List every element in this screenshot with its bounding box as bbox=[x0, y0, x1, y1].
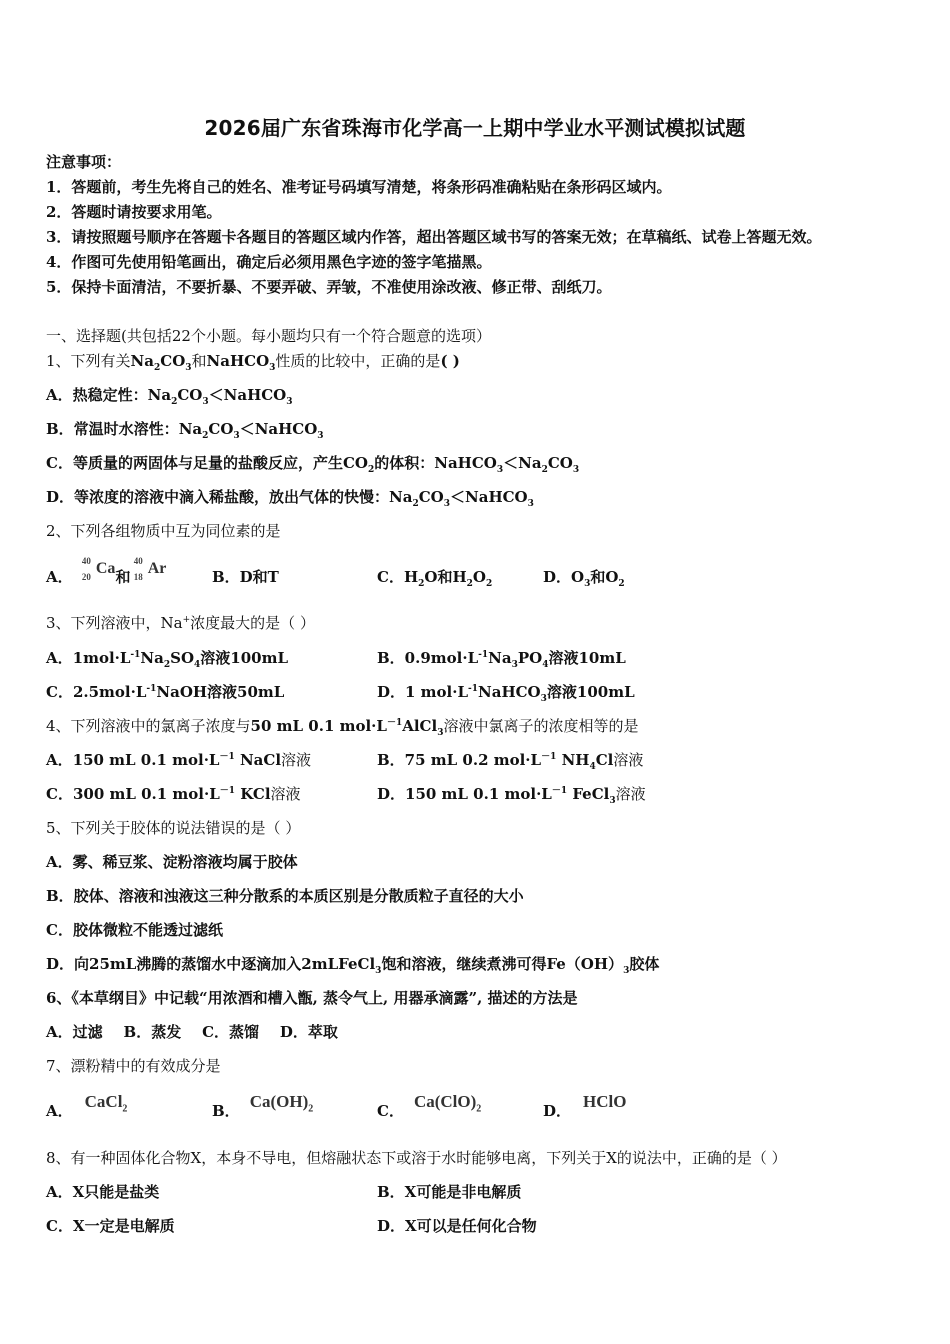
question-7-option-c[interactable]: C． $Ca(ClO)_2$ bbox=[377, 1092, 482, 1120]
formula-caoh2: $Ca(OH)_2$ bbox=[249, 1092, 314, 1115]
formula-caclo2: $Ca(ClO)_2$ bbox=[413, 1092, 482, 1115]
question-3-option-a[interactable]: A．$1mol\cdot L^{-1}Na_2SO_4$溶液100mL bbox=[46, 649, 289, 670]
question-7-stem: 7、漂粉精中的有效成分是 bbox=[46, 1057, 221, 1075]
question-5-option-c[interactable]: C．胶体微粒不能透过滤纸 bbox=[46, 921, 223, 939]
question-1-option-a[interactable]: A．热稳定性：$Na_2CO_3<NaHCO_3$ bbox=[46, 386, 293, 407]
question-5-stem: 5、下列关于胶体的说法错误的是（ ） bbox=[46, 819, 301, 837]
question-7-option-a[interactable]: A． CaCl$_2$ bbox=[46, 1092, 128, 1120]
question-8-option-b[interactable]: B．X可能是非电解质 bbox=[377, 1183, 522, 1201]
question-3-option-d[interactable]: D．1 $mol\cdot L^{-1}NaHCO_3$溶液100mL bbox=[377, 683, 635, 704]
notice-item-1: 1．答题前，考生先将自己的姓名、准考证号码填写清楚，将条形码准确粘贴在条形码区域内。 bbox=[46, 178, 672, 196]
question-6-options[interactable]: A．过滤 B．蒸发 C．蒸馏 D．萃取 bbox=[46, 1023, 338, 1041]
question-2-option-b[interactable]: B．D和T bbox=[212, 568, 279, 586]
question-5-option-a[interactable]: A．雾、稀豆浆、淀粉溶液均属于胶体 bbox=[46, 853, 298, 871]
question-8-stem: 8、有一种固体化合物X，本身不导电，但熔融状态下或溶于水时能够电离，下列关于X的说法中，正确的是（ ） bbox=[46, 1149, 787, 1167]
question-4-option-b[interactable]: B．75 mL 0.2 $mol\cdot L^{-1}$ $NH_4Cl$溶液 bbox=[377, 751, 644, 772]
question-8-option-d[interactable]: D．X可以是任何化合物 bbox=[377, 1217, 537, 1235]
section-heading: 一、选择题(共包括22个小题。每小题均只有一个符合题意的选项） bbox=[46, 327, 491, 345]
question-8-option-a[interactable]: A．X只能是盐类 bbox=[46, 1183, 160, 1201]
nuclide-ca: 40 20 Ca bbox=[81, 556, 116, 582]
question-2-option-d[interactable]: D．$O_3$和$O_2$ bbox=[543, 568, 625, 589]
question-3-option-c[interactable]: C．$2.5mol\cdot L^{-1}NaOH$溶液50mL bbox=[46, 683, 285, 701]
question-3-stem: 3、下列溶液中，Na+浓度最大的是（ ） bbox=[46, 614, 315, 632]
notice-heading: 注意事项： bbox=[46, 153, 122, 171]
question-2-option-a[interactable]: A． 40 20 Ca和 40 18 Ar bbox=[46, 556, 167, 586]
question-1-option-d[interactable]: D．等浓度的溶液中滴入稀盐酸，放出气体的快慢：$Na_2CO_3<NaHCO_3$ bbox=[46, 488, 534, 509]
notice-item-5: 5．保持卡面清洁，不要折暴、不要弄破、弄皱，不准使用涂改液、修正带、刮纸刀。 bbox=[46, 278, 612, 296]
question-1-option-c[interactable]: C．等质量的两固体与足量的盐酸反应，产生$CO_2$的体积：$NaHCO_3<Na_2CO_3$ bbox=[46, 454, 580, 475]
notice-item-3: 3．请按照题号顺序在答题卡各题目的答题区域内作答，超出答题区域书写的答案无效；在草稿纸、试卷上答题无效。 bbox=[46, 228, 822, 246]
question-4-option-c[interactable]: C．300 mL 0.1 $mol\cdot L^{-1}$ KCl溶液 bbox=[46, 785, 301, 803]
question-4-stem: 4、下列溶液中的氯离子浓度与50 mL 0.1 $mol\cdot L^{-1}AlCl_3$溶液中氯离子的浓度相等的是 bbox=[46, 717, 639, 738]
formula-cacl2: CaCl$_2$ bbox=[84, 1092, 128, 1115]
question-6-stem: 6、《本草纲目》中记载“用浓酒和槽入甑, 蒸令气上, 用器承滴露”, 描述的方法是 bbox=[46, 989, 578, 1007]
page-title: 2026届广东省珠海市化学高一上期中学业水平测试模拟试题 bbox=[204, 116, 746, 140]
question-1-option-b[interactable]: B．常温时水溶性：$Na_2CO_3<NaHCO_3$ bbox=[46, 420, 324, 441]
question-8-option-c[interactable]: C．X一定是电解质 bbox=[46, 1217, 175, 1235]
formula-hclo: HClO bbox=[583, 1092, 627, 1111]
question-2-option-c[interactable]: C．$H_2O$和$H_2O_2$ bbox=[377, 568, 493, 589]
question-5-option-b[interactable]: B．胶体、溶液和浊液这三种分散系的本质区别是分散质粒子直径的大小 bbox=[46, 887, 524, 905]
notice-item-4: 4．作图可先使用铅笔画出，确定后必须用黑色字迹的签字笔描黑。 bbox=[46, 253, 492, 271]
question-3-option-b[interactable]: B．$0.9mol\cdot L^{-1}Na_3PO_4$溶液10mL bbox=[377, 649, 626, 670]
question-5-option-d[interactable]: D．向25mL沸腾的蒸馏水中逐滴加入2mLFeCl$_3$饱和溶液，继续煮沸可得$Fe(OH)_3$胶体 bbox=[46, 955, 660, 976]
question-7-option-d[interactable]: D． HClO bbox=[543, 1092, 627, 1120]
nuclide-ar: 40 18 Ar bbox=[133, 556, 167, 582]
question-1-stem: 1、下列有关$Na_2CO_3$和NaHCO$_3$性质的比较中，正确的是( ) bbox=[46, 352, 460, 373]
question-7-option-b[interactable]: B． $Ca(OH)_2$ bbox=[212, 1092, 314, 1120]
question-4-option-a[interactable]: A．150 mL 0.1 $mol\cdot L^{-1}$ NaCl溶液 bbox=[46, 751, 312, 769]
question-4-option-d[interactable]: D．150 mL 0.1 $mol\cdot L^{-1}$ FeCl$_3$溶液 bbox=[377, 785, 646, 806]
notice-item-2: 2．答题时请按要求用笔。 bbox=[46, 203, 222, 221]
question-2-stem: 2、下列各组物质中互为同位素的是 bbox=[46, 522, 281, 540]
